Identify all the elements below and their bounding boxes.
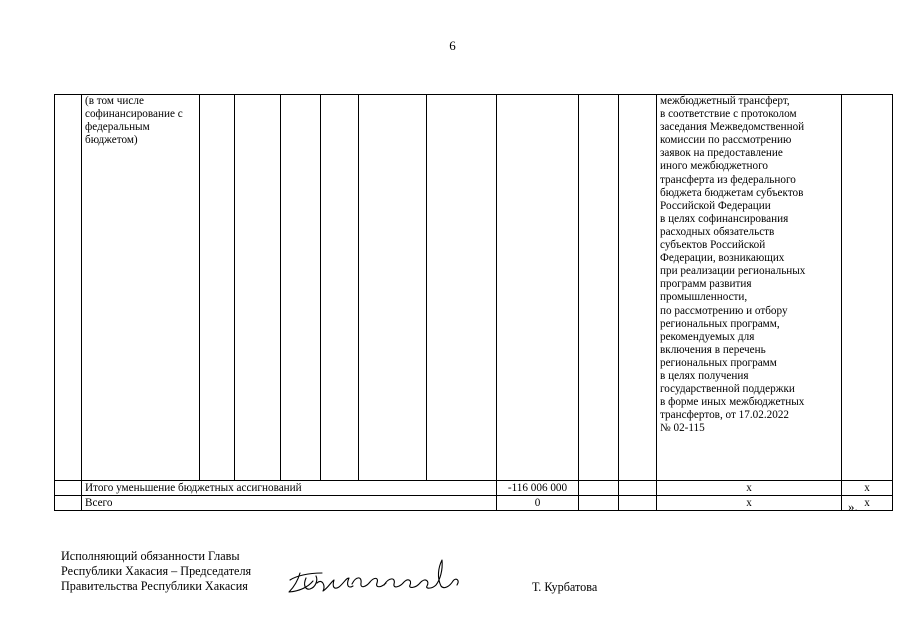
- basis-note-line: № 02-115: [660, 422, 705, 435]
- cell-empty: [579, 496, 619, 511]
- total-decrease-mark-2: х: [842, 481, 893, 496]
- signer-name: Т. Курбатова: [532, 580, 598, 594]
- budget-table: [54, 94, 893, 511]
- basis-note-line: включения в перечень: [660, 343, 766, 356]
- basis-note-line: в соответствие с протоколом: [660, 108, 797, 121]
- basis-note-line: трансферта из федерального: [660, 173, 796, 186]
- cell-empty: [579, 481, 619, 496]
- cell-empty: [55, 496, 82, 511]
- basis-note-line: расходных обязательств: [660, 225, 775, 238]
- basis-note-line: Российской Федерации: [660, 199, 771, 212]
- cell-empty: [619, 496, 657, 511]
- signer-title: [61, 549, 251, 594]
- table-row-main: [55, 95, 893, 481]
- signer-title-line-1: Исполняющий обязанности Главы: [61, 549, 240, 563]
- total-amount: 0: [497, 496, 579, 511]
- basis-note-line: комиссии по рассмотрению: [660, 134, 792, 147]
- basis-note-line: субъектов Российской: [660, 239, 766, 252]
- basis-note-line: бюджета бюджетам субъектов: [660, 186, 804, 199]
- basis-note-line: региональных программ: [660, 356, 777, 369]
- basis-note-line: трансфертов, от 17.02.2022: [660, 409, 790, 422]
- cell-empty: [619, 481, 657, 496]
- closing-quote: ».: [848, 499, 858, 514]
- page-number: 6: [449, 38, 456, 53]
- cell-empty: [579, 95, 619, 481]
- total-mark: х: [657, 496, 842, 511]
- basis-note-line: заявок на предоставление: [660, 147, 783, 160]
- row-description: (в том числе софинансирование с федеральным бюджетом): [82, 95, 200, 481]
- handwritten-signature: [286, 556, 466, 598]
- cell-empty: [55, 95, 82, 481]
- table-row-total: [55, 496, 893, 511]
- basis-note-line: в целях софинансирования: [660, 212, 789, 225]
- basis-note-line: в целях получения: [660, 369, 749, 382]
- basis-note-line: региональных программ,: [660, 317, 780, 330]
- basis-note-lines: [660, 95, 838, 435]
- table-row-total-decrease: [55, 481, 893, 496]
- basis-note: [657, 95, 842, 481]
- cell-empty: [321, 95, 359, 481]
- cell-empty: [359, 95, 427, 481]
- cell-empty: [200, 95, 235, 481]
- basis-note-line: заседания Межведомственной: [660, 121, 805, 134]
- basis-note-line: при реализации региональных: [660, 265, 806, 278]
- total-decrease-mark: х: [657, 481, 842, 496]
- signer-title-line-2: Республики Хакасия – Председателя: [61, 564, 252, 578]
- basis-note-line: иного межбюджетного: [660, 160, 768, 173]
- cell-empty: [281, 95, 321, 481]
- signer-title-line-3: Правительства Республики Хакасия: [61, 579, 248, 593]
- total-decrease-label: Итого уменьшение бюджетных ассигнований: [82, 481, 497, 496]
- basis-note-line: программ развития: [660, 278, 752, 291]
- total-mark-2: х: [842, 496, 893, 511]
- cell-empty: [55, 481, 82, 496]
- basis-note-line: Федерации, возникающих: [660, 252, 785, 265]
- cell-empty: [619, 95, 657, 481]
- basis-note-line: по рассмотрению и отбору: [660, 304, 788, 317]
- basis-note-line: промышленности,: [660, 291, 748, 304]
- cell-empty: [427, 95, 497, 481]
- basis-note-line: в форме иных межбюджетных: [660, 396, 805, 409]
- cell-empty: [497, 95, 579, 481]
- total-decrease-amount: -116 006 000: [497, 481, 579, 496]
- basis-note-line: рекомендуемых для: [660, 330, 755, 343]
- cell-empty: [235, 95, 281, 481]
- cell-empty: [842, 95, 893, 481]
- basis-note-line: государственной поддержки: [660, 383, 795, 396]
- basis-note-line: межбюджетный трансферт,: [660, 95, 790, 107]
- total-label: Всего: [82, 496, 497, 511]
